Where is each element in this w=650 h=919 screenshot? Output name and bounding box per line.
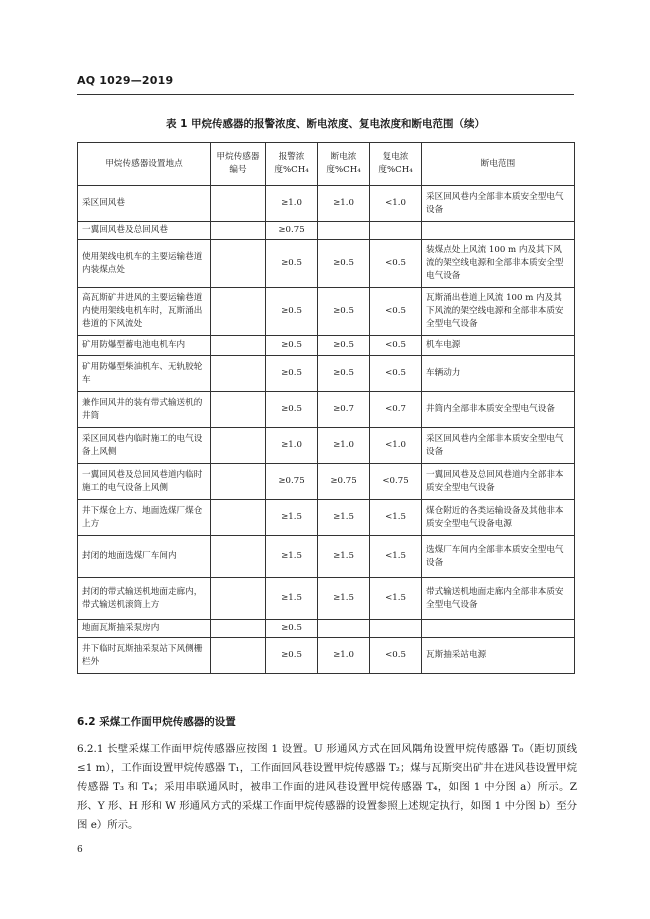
cell-range <box>422 222 575 240</box>
cell-cutoff: ≥1.5 <box>318 536 370 578</box>
cell-location: 采区回风巷内临时施工的电气设备上风侧 <box>78 428 211 464</box>
cell-restore: <1.0 <box>370 428 422 464</box>
cell-range: 选煤厂车间内全部非本质安全型电气设备 <box>422 536 575 578</box>
cell-alarm: ≥1.5 <box>266 578 318 620</box>
column-header-sensor-id: 甲烷传感器编号 <box>211 143 266 186</box>
cell-restore: <0.75 <box>370 464 422 500</box>
table-row <box>78 240 575 288</box>
cell-restore: <0.5 <box>370 288 422 336</box>
cell-location: 地面瓦斯抽采泵房内 <box>78 620 211 638</box>
cell-location: 一翼回风巷及总回风巷道内临时施工的电气设备上风侧 <box>78 464 211 500</box>
cell-sensor-id <box>211 356 266 392</box>
cell-range <box>422 620 575 638</box>
cell-range: 瓦斯抽采站电源 <box>422 638 575 674</box>
cell-cutoff <box>318 222 370 240</box>
column-header-location: 甲烷传感器设置地点 <box>78 143 211 186</box>
cell-alarm: ≥0.5 <box>266 288 318 336</box>
cell-alarm: ≥1.5 <box>266 500 318 536</box>
cell-location: 井下煤仓上方、地面选煤厂煤仓上方 <box>78 500 211 536</box>
cell-restore: <0.5 <box>370 336 422 356</box>
cell-cutoff: ≥1.0 <box>318 638 370 674</box>
cell-sensor-id <box>211 240 266 288</box>
cell-cutoff: ≥1.0 <box>318 428 370 464</box>
table-header-row <box>78 143 575 186</box>
table-row <box>78 288 575 336</box>
cell-cutoff: ≥0.7 <box>318 392 370 428</box>
table-caption: 表 1 甲烷传感器的报警浓度、断电浓度、复电浓度和断电范围（续） <box>165 118 486 130</box>
cell-restore: <0.7 <box>370 392 422 428</box>
cell-alarm: ≥0.5 <box>266 620 318 638</box>
cell-location: 使用架线电机车的主要运输巷道内装煤点处 <box>78 240 211 288</box>
cell-sensor-id <box>211 500 266 536</box>
cell-sensor-id <box>211 638 266 674</box>
table-row <box>78 500 575 536</box>
table-row <box>78 392 575 428</box>
cell-location: 井下临时瓦斯抽采泵站下风侧栅栏外 <box>78 638 211 674</box>
cell-cutoff: ≥0.5 <box>318 240 370 288</box>
cell-range: 一翼回风巷及总回风巷道内全部非本质安全型电气设备 <box>422 464 575 500</box>
cell-cutoff: ≥0.5 <box>318 356 370 392</box>
methane-sensor-table <box>77 142 575 674</box>
cell-alarm: ≥1.0 <box>266 186 318 222</box>
cell-range: 煤仓附近的各类运输设备及其他非本质安全型电气设备电源 <box>422 500 575 536</box>
cell-alarm: ≥0.5 <box>266 240 318 288</box>
column-header-range: 断电范围 <box>422 143 575 186</box>
cell-sensor-id <box>211 464 266 500</box>
cell-cutoff: ≥1.0 <box>318 186 370 222</box>
cell-range: 装煤点处上风流 100 m 内及其下风流的架空线电源和全部非本质安全型电气设备 <box>422 240 575 288</box>
table-row <box>78 222 575 240</box>
cell-location: 高瓦斯矿井进风的主要运输巷道内使用架线电机车时，瓦斯涌出巷道的下风流处 <box>78 288 211 336</box>
cell-restore <box>370 222 422 240</box>
cell-restore: <1.5 <box>370 536 422 578</box>
cell-restore: <0.5 <box>370 638 422 674</box>
cell-restore: <1.5 <box>370 578 422 620</box>
cell-alarm: ≥1.0 <box>266 428 318 464</box>
standard-number: AQ 1029—2019 <box>77 74 174 87</box>
table-row <box>78 536 575 578</box>
cell-sensor-id <box>211 578 266 620</box>
cell-sensor-id <box>211 186 266 222</box>
cell-range: 采区回风巷内全部非本质安全型电气设备 <box>422 428 575 464</box>
page-number: 6 <box>77 845 83 855</box>
table-row <box>78 578 575 620</box>
cell-location: 采区回风巷 <box>78 186 211 222</box>
cell-range: 瓦斯涌出巷道上风流 100 m 内及其下风流的架空线电源和全部非本质安全型电气设备 <box>422 288 575 336</box>
cell-location: 一翼回风巷及总回风巷 <box>78 222 211 240</box>
cell-restore: <1.5 <box>370 500 422 536</box>
cell-sensor-id <box>211 288 266 336</box>
cell-cutoff: ≥1.5 <box>318 500 370 536</box>
cell-alarm: ≥0.5 <box>266 638 318 674</box>
cell-alarm: ≥0.75 <box>266 464 318 500</box>
cell-range: 井筒内全部非本质安全型电气设备 <box>422 392 575 428</box>
column-header-alarm: 报警浓度%CH₄ <box>266 143 318 186</box>
cell-sensor-id <box>211 536 266 578</box>
column-header-restore: 复电浓度%CH₄ <box>370 143 422 186</box>
cell-sensor-id <box>211 336 266 356</box>
cell-restore: <0.5 <box>370 240 422 288</box>
cell-cutoff: ≥0.5 <box>318 336 370 356</box>
table-row <box>78 186 575 222</box>
cell-sensor-id <box>211 222 266 240</box>
cell-range: 机车电源 <box>422 336 575 356</box>
cell-location: 封闭的带式输送机地面走廊内，带式输送机滚筒上方 <box>78 578 211 620</box>
cell-location: 封闭的地面选煤厂车间内 <box>78 536 211 578</box>
cell-sensor-id <box>211 620 266 638</box>
section-heading: 6.2 采煤工作面甲烷传感器的设置 <box>77 716 236 728</box>
cell-alarm: ≥0.5 <box>266 356 318 392</box>
cell-restore: <1.0 <box>370 186 422 222</box>
cell-sensor-id <box>211 392 266 428</box>
cell-location: 矿用防爆型柴油机车、无轨胶轮车 <box>78 356 211 392</box>
cell-alarm: ≥0.75 <box>266 222 318 240</box>
cell-alarm: ≥1.5 <box>266 536 318 578</box>
cell-cutoff: ≥0.5 <box>318 288 370 336</box>
cell-restore <box>370 620 422 638</box>
cell-alarm: ≥0.5 <box>266 336 318 356</box>
cell-location: 兼作回风井的装有带式输送机的井筒 <box>78 392 211 428</box>
header-rule <box>77 94 574 95</box>
cell-restore: <0.5 <box>370 356 422 392</box>
table-row <box>78 428 575 464</box>
cell-alarm: ≥0.5 <box>266 392 318 428</box>
table-row <box>78 356 575 392</box>
table-row <box>78 620 575 638</box>
table-row <box>78 638 575 674</box>
table-body <box>78 186 575 674</box>
cell-range: 车辆动力 <box>422 356 575 392</box>
cell-location: 矿用防爆型蓄电池电机车内 <box>78 336 211 356</box>
cell-cutoff <box>318 620 370 638</box>
cell-range: 带式输送机地面走廊内全部非本质安全型电气设备 <box>422 578 575 620</box>
cell-cutoff: ≥0.75 <box>318 464 370 500</box>
cell-cutoff: ≥1.5 <box>318 578 370 620</box>
table-row <box>78 336 575 356</box>
column-header-cutoff: 断电浓度%CH₄ <box>318 143 370 186</box>
cell-range: 采区回风巷内全部非本质安全型电气设备 <box>422 186 575 222</box>
cell-sensor-id <box>211 428 266 464</box>
table-row <box>78 464 575 500</box>
section-paragraph: 6.2.1 长壁采煤工作面甲烷传感器应按图 1 设置。U 形通风方式在回风隅角设置甲烷传感器 T₀（距切顶线≤1 m），工作面设置甲烷传感器 T₁，工作面回风巷设置甲烷传感器 T₂；煤与瓦斯突出矿井在进风巷设置甲烷传感器 T₃ 和 T₄；采用串联通风时，被串工作面的进风巷设置甲烷传感器 T₄，如图 1 中分图 a）所示。Z 形、Y 形、H 形和 W 形通风方式的采煤工作面甲烷传感器的设置参照上述规定执行，如图 1 中分图 b）至分图 e）所示。 <box>77 743 577 831</box>
